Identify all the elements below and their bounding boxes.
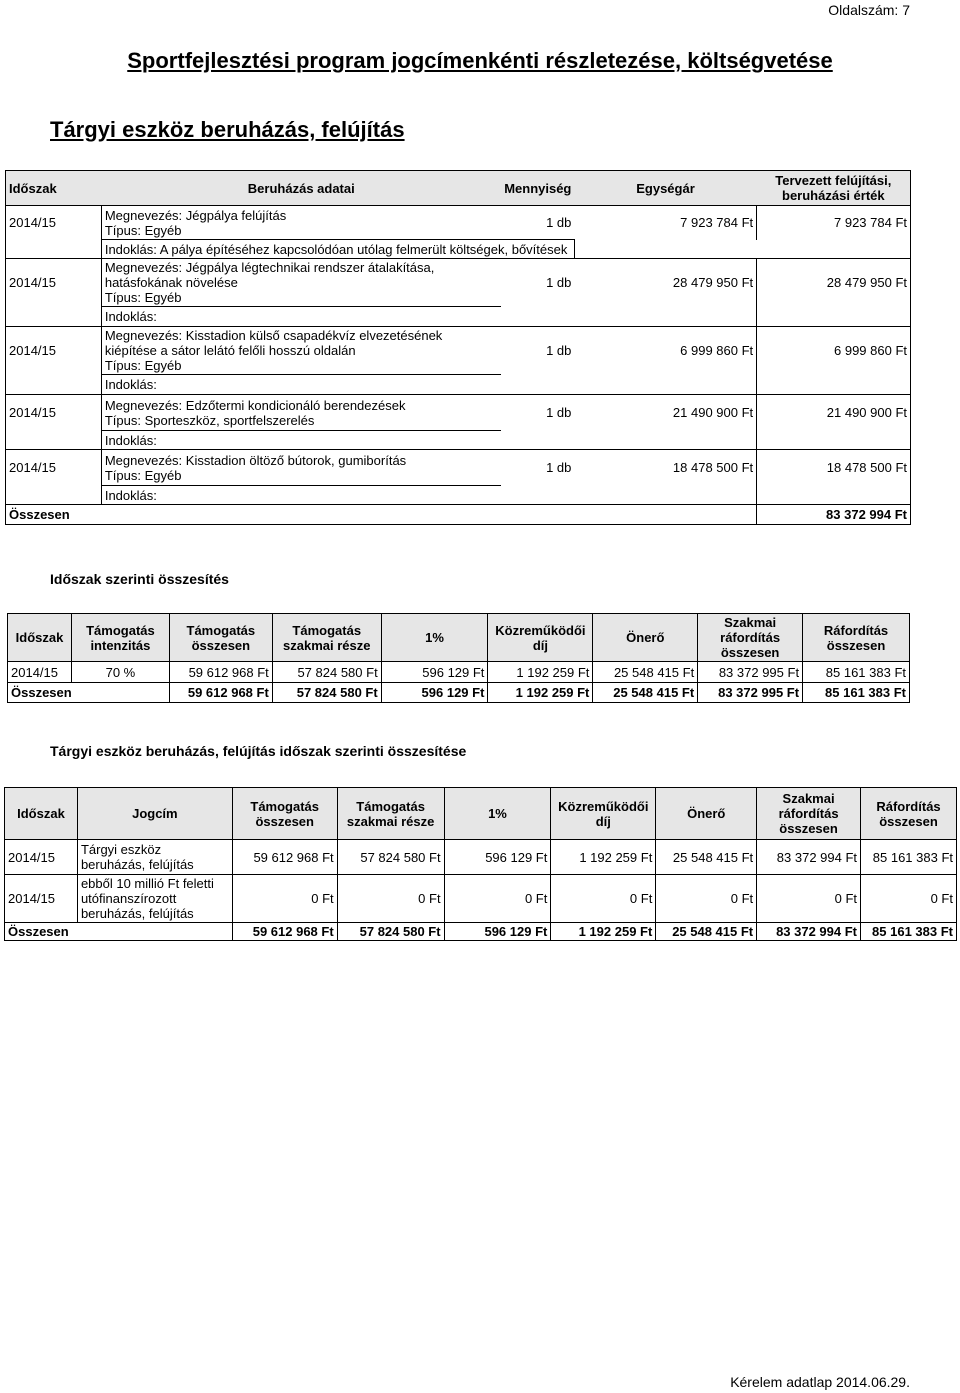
cell: 83 372 995 Ft <box>698 662 803 683</box>
row-period: 2014/15 <box>6 395 102 431</box>
cell: 70 % <box>71 662 169 683</box>
cell: 85 161 383 Ft <box>861 923 957 941</box>
row-unit-price: 28 479 950 Ft <box>574 259 756 307</box>
table-row <box>5 875 957 923</box>
total-value: 83 372 994 Ft <box>757 505 911 525</box>
cell: 0 Ft <box>444 875 551 923</box>
table-row <box>6 327 911 375</box>
row-quantity: 1 db <box>501 450 574 486</box>
row-description <box>101 206 501 240</box>
section-title: Tárgyi eszköz beruházás, felújítás <box>50 117 405 142</box>
cell: 57 824 580 Ft <box>337 840 444 875</box>
table-row <box>6 395 911 431</box>
cell: 0 Ft <box>551 875 656 923</box>
row-quantity: 1 db <box>501 327 574 375</box>
cell: 59 612 968 Ft <box>232 923 337 941</box>
col-header-support-total: Támogatás összesen <box>232 788 337 840</box>
cell: 59 612 968 Ft <box>169 662 272 683</box>
cell: 85 161 383 Ft <box>861 840 957 875</box>
col-header-one-percent: 1% <box>381 614 488 662</box>
cell: 25 548 415 Ft <box>593 662 698 683</box>
cell: 85 161 383 Ft <box>803 662 910 683</box>
page-title: Sportfejlesztési program jogcímenkénti részletezése, költségvetése <box>127 48 833 73</box>
table-row <box>6 206 911 240</box>
col-header-own-contribution: Önerő <box>593 614 698 662</box>
col-header-professional-cost: Szakmai ráfordítás összesen <box>698 614 803 662</box>
row-line: Megnevezés: Edzőtermi kondicionáló berendezések <box>104 397 406 413</box>
cell: ebből 10 millió Ft feletti utófinanszírozott beruházás, felújítás <box>77 875 232 923</box>
cell: 596 129 Ft <box>444 840 551 875</box>
col-header-period: Időszak <box>8 614 72 662</box>
row-line: hatásfokának növelése <box>104 275 238 290</box>
period-summary-title: Időszak szerinti összesítés <box>50 571 229 587</box>
col-header-quantity: Mennyiség <box>501 171 574 206</box>
row-quantity: 1 db <box>501 395 574 431</box>
row-description <box>101 450 501 486</box>
col-header-title: Jogcím <box>77 788 232 840</box>
cell: 0 Ft <box>656 875 757 923</box>
cell: 1 192 259 Ft <box>488 662 593 683</box>
row-unit-price: 21 490 900 Ft <box>574 395 756 431</box>
total-row <box>8 683 910 703</box>
period-summary-table <box>7 613 910 703</box>
cell: 25 548 415 Ft <box>656 840 757 875</box>
row-value: 21 490 900 Ft <box>757 395 911 431</box>
cell: 596 129 Ft <box>444 923 551 941</box>
page-number: Oldalszám: 7 <box>828 2 910 18</box>
cell: 57 824 580 Ft <box>272 683 381 703</box>
cell: 25 548 415 Ft <box>593 683 698 703</box>
row-period: 2014/15 <box>6 259 102 307</box>
col-header-data: Beruházás adatai <box>101 171 501 206</box>
cell: 57 824 580 Ft <box>272 662 381 683</box>
cell: 2014/15 <box>5 875 78 923</box>
cell: Tárgyi eszköz beruházás, felújítás <box>77 840 232 875</box>
cell: 83 372 994 Ft <box>757 840 861 875</box>
row-unit-price: 18 478 500 Ft <box>574 450 756 486</box>
row-reason: Indoklás: A pálya építéséhez kapcsolódóan utólag felmerült költségek, bővítések <box>101 240 574 259</box>
row-value: 18 478 500 Ft <box>757 450 911 486</box>
row-period: 2014/15 <box>6 327 102 375</box>
table-row <box>6 450 911 486</box>
row-description <box>101 395 501 431</box>
investment-table <box>5 170 911 525</box>
row-line: Típus: Egyéb <box>104 290 182 305</box>
table-row <box>8 662 910 683</box>
col-header-professional-cost: Szakmai ráfordítás összesen <box>757 788 861 840</box>
col-header-one-percent: 1% <box>444 788 551 840</box>
cell: 59 612 968 Ft <box>169 683 272 703</box>
row-description <box>101 259 501 307</box>
cell: 0 Ft <box>232 875 337 923</box>
row-value: 28 479 950 Ft <box>757 259 911 307</box>
row-reason: Indoklás: <box>101 486 501 505</box>
row-line: Típus: Sporteszköz, sportfelszerelés <box>104 412 315 428</box>
col-header-intermediary-fee: Közreműködői díj <box>551 788 656 840</box>
cell: 2014/15 <box>5 840 78 875</box>
cell: 596 129 Ft <box>381 683 488 703</box>
col-header-unit-price: Egységár <box>574 171 756 206</box>
cell: 1 192 259 Ft <box>551 840 656 875</box>
cell: 57 824 580 Ft <box>337 923 444 941</box>
row-description <box>101 327 501 375</box>
total-row <box>5 923 957 941</box>
col-header-value-line1: Tervezett felújítási, <box>775 173 892 188</box>
row-period: 2014/15 <box>6 206 102 240</box>
row-line: kiépítése a sátor lelátó felőli hosszú oldalán <box>104 343 356 358</box>
cell: 2014/15 <box>8 662 72 683</box>
cell: 83 372 995 Ft <box>698 683 803 703</box>
table-row <box>5 840 957 875</box>
row-value: 7 923 784 Ft <box>757 206 911 240</box>
row-line: Típus: Egyéb <box>104 467 182 483</box>
row-unit-price: 7 923 784 Ft <box>574 206 756 240</box>
row-reason: Indoklás: <box>101 431 501 450</box>
row-line: Típus: Egyéb <box>104 358 182 373</box>
col-header-value-line2: beruházási érték <box>782 188 885 203</box>
row-period: 2014/15 <box>6 450 102 486</box>
total-label: Összesen <box>5 923 233 941</box>
cell: 0 Ft <box>861 875 957 923</box>
col-header-intensity: Támogatás intenzitás <box>71 614 169 662</box>
total-row <box>6 505 911 525</box>
col-header-intermediary-fee: Közreműködői díj <box>488 614 593 662</box>
cell: 59 612 968 Ft <box>232 840 337 875</box>
col-header-own-contribution: Önerő <box>656 788 757 840</box>
cell: 83 372 994 Ft <box>757 923 861 941</box>
cell: 596 129 Ft <box>381 662 488 683</box>
row-reason: Indoklás: <box>101 307 501 327</box>
row-line: Megnevezés: Kisstadion külső csapadékvíz elvezetésének <box>104 328 443 343</box>
cell: 25 548 415 Ft <box>656 923 757 941</box>
row-value: 6 999 860 Ft <box>757 327 911 375</box>
col-header-support-total: Támogatás összesen <box>169 614 272 662</box>
row-reason: Indoklás: <box>101 375 501 395</box>
asset-summary-title: Tárgyi eszköz beruházás, felújítás időszak szerinti összesítése <box>50 743 467 759</box>
row-quantity: 1 db <box>501 259 574 307</box>
col-header-cost-total: Ráfordítás összesen <box>803 614 910 662</box>
row-line: Megnevezés: Jégpálya felújítás <box>104 207 287 223</box>
cell: 0 Ft <box>757 875 861 923</box>
footer-date: Kérelem adatlap 2014.06.29. <box>730 1374 910 1390</box>
col-header-support-professional: Támogatás szakmai része <box>337 788 444 840</box>
cell: 1 192 259 Ft <box>488 683 593 703</box>
total-label: Összesen <box>6 505 102 525</box>
row-quantity: 1 db <box>546 215 572 230</box>
row-line: Megnevezés: Jégpálya légtechnikai rendszer átalakítása, <box>104 260 435 275</box>
col-header-period: Időszak <box>6 171 102 206</box>
col-header-cost-total: Ráfordítás összesen <box>861 788 957 840</box>
row-unit-price: 6 999 860 Ft <box>574 327 756 375</box>
row-line: Megnevezés: Kisstadion öltöző bútorok, gumiborítás <box>104 452 407 468</box>
col-header-value <box>757 171 911 206</box>
cell: 1 192 259 Ft <box>551 923 656 941</box>
cell: 85 161 383 Ft <box>803 683 910 703</box>
asset-summary-table <box>4 787 957 941</box>
col-header-period: Időszak <box>5 788 78 840</box>
row-line: Típus: Egyéb <box>104 222 182 238</box>
total-label: Összesen <box>8 683 170 703</box>
table-row <box>6 259 911 307</box>
cell: 0 Ft <box>337 875 444 923</box>
col-header-support-professional: Támogatás szakmai része <box>272 614 381 662</box>
